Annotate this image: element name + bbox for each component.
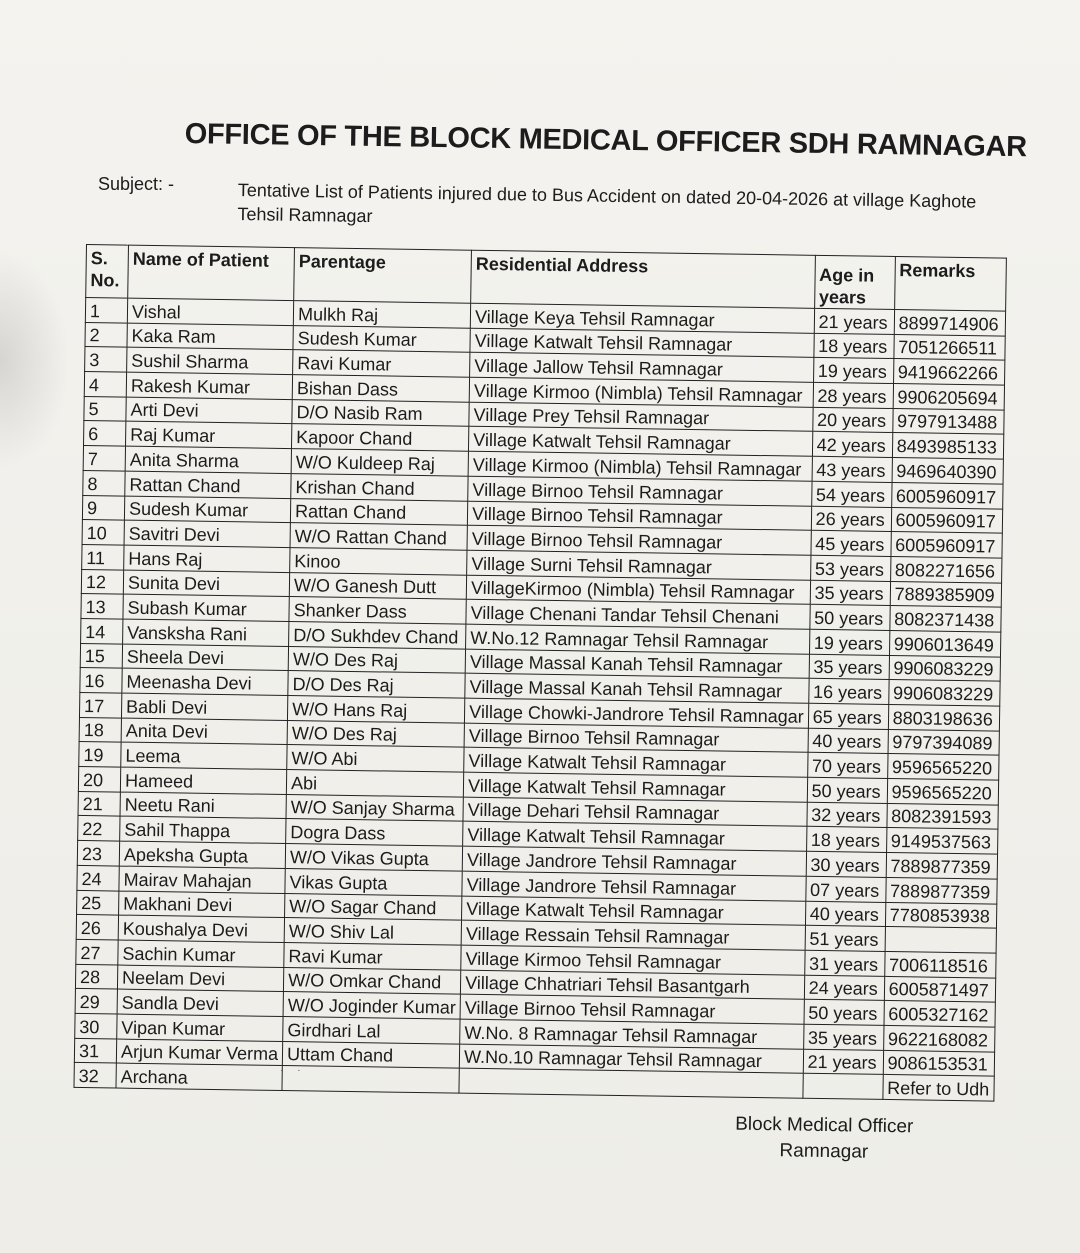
cell-sno: 11 bbox=[82, 544, 124, 569]
cell-remarks: 9596565220 bbox=[887, 754, 998, 780]
cell-remarks: 6005327162 bbox=[884, 1001, 995, 1027]
signature-block bbox=[735, 1112, 914, 1167]
cell-age: 35 years bbox=[803, 1024, 883, 1050]
cell-sno: 16 bbox=[80, 668, 122, 693]
cell-sno: 31 bbox=[74, 1038, 116, 1063]
cell-age: 70 years bbox=[807, 753, 887, 779]
cell-address: W.No.10 Ramnagar Tehsil Ramnagar bbox=[459, 1044, 803, 1074]
cell-parentage: Rattan Chand bbox=[290, 498, 467, 525]
cell-remarks: 8493985133 bbox=[892, 433, 1003, 459]
cell-name: Vansksha Rani bbox=[123, 619, 289, 646]
cell-address bbox=[459, 1068, 803, 1098]
cell-name: Anita Sharma bbox=[125, 446, 291, 473]
cell-name: Sheela Devi bbox=[122, 644, 288, 671]
cell-address: Village Katwalt Tehsil Ramnagar bbox=[470, 328, 814, 358]
cell-age: 40 years bbox=[808, 728, 888, 754]
cell-sno: 30 bbox=[75, 1013, 117, 1038]
cell-sno: 8 bbox=[83, 470, 125, 495]
cell-address: Village Kirmoo (Nimbla) Tehsil Ramnagar bbox=[468, 451, 812, 481]
cell-address: Village Katwalt Tehsil Ramnagar bbox=[464, 748, 808, 778]
cell-address: Village Jallow Tehsil Ramnagar bbox=[470, 353, 814, 383]
cell-parentage bbox=[282, 1066, 459, 1093]
header-age: Age in years bbox=[814, 255, 895, 309]
cell-address: Village Kirmoo Tehsil Ramnagar bbox=[461, 945, 805, 975]
cell-address: Village Massal Kanah Tehsil Ramnagar bbox=[465, 649, 809, 679]
header-address: Residential Address bbox=[471, 250, 815, 308]
cell-age: 21 years bbox=[803, 1049, 883, 1075]
cell-remarks: 9596565220 bbox=[887, 779, 998, 805]
cell-address: Village Massal Kanah Tehsil Ramnagar bbox=[465, 673, 809, 703]
cell-age: 50 years bbox=[810, 605, 890, 631]
subject-text: Tentative List of Patients injured due to Bus Accident on dated 20-04-2026 at village Kaghote Tehsil Ramnagar bbox=[237, 179, 977, 227]
cell-parentage: Girdhari Lal bbox=[283, 1016, 460, 1043]
cell-parentage: Mulkh Raj bbox=[293, 301, 470, 328]
cell-parentage: Shanker Dass bbox=[289, 597, 466, 624]
cell-remarks: 6005960917 bbox=[891, 507, 1002, 533]
cell-name: Leema bbox=[121, 742, 287, 769]
cell-address: Village Chowki-Jandrore Tehsil Ramnagar bbox=[465, 698, 809, 728]
cell-remarks: 8082391593 bbox=[887, 803, 998, 829]
cell-remarks: 9797394089 bbox=[888, 729, 999, 755]
cell-remarks: 6005960917 bbox=[891, 482, 1002, 508]
cell-age: 19 years bbox=[809, 629, 889, 655]
header-sno: S. No. bbox=[86, 245, 129, 299]
cell-address: Village Keya Tehsil Ramnagar bbox=[470, 303, 814, 333]
cell-parentage: W/O Abi bbox=[287, 745, 464, 772]
cell-name: Archana bbox=[116, 1063, 282, 1090]
cell-address: Village Dehari Tehsil Ramnagar bbox=[463, 797, 807, 827]
cell-age: 24 years bbox=[804, 975, 884, 1001]
header-parentage: Parentage bbox=[294, 248, 472, 304]
cell-parentage: W/O Sagar Chand bbox=[285, 893, 462, 920]
cell-address: Village Katwalt Tehsil Ramnagar bbox=[469, 427, 813, 457]
cell-sno: 32 bbox=[74, 1063, 116, 1088]
cell-remarks: 6005871497 bbox=[884, 976, 995, 1002]
cell-sno: 26 bbox=[76, 915, 118, 940]
cell-address: Village Jandrore Tehsil Ramnagar bbox=[462, 846, 806, 876]
cell-sno: 12 bbox=[81, 569, 123, 594]
header-remarks: Remarks bbox=[894, 257, 1006, 312]
cell-name: Sushil Sharma bbox=[127, 347, 293, 374]
cell-age: 32 years bbox=[807, 802, 887, 828]
cell-sno: 17 bbox=[79, 692, 121, 717]
cell-remarks: 7780853938 bbox=[885, 902, 996, 928]
cell-address: Village Ressain Tehsil Ramnagar bbox=[461, 920, 805, 950]
cell-remarks: 7889877359 bbox=[885, 877, 996, 903]
cell-name: Anita Devi bbox=[121, 718, 287, 745]
cell-sno: 25 bbox=[77, 890, 119, 915]
cell-sno: 21 bbox=[78, 791, 120, 816]
cell-age: 30 years bbox=[806, 851, 886, 877]
cell-remarks: 9906083229 bbox=[889, 655, 1000, 681]
cell-remarks: 9906013649 bbox=[889, 630, 1000, 656]
cell-age: 42 years bbox=[812, 432, 892, 458]
cell-name: Neelam Devi bbox=[117, 965, 283, 992]
cell-name: Subash Kumar bbox=[123, 594, 289, 621]
cell-address: Village Birnoo Tehsil Ramnagar bbox=[464, 723, 808, 753]
cell-remarks: 7889877359 bbox=[886, 853, 997, 879]
cell-sno: 4 bbox=[84, 372, 126, 397]
cell-age: 45 years bbox=[811, 530, 891, 556]
signature-title: Block Medical Officer bbox=[735, 1113, 914, 1138]
cell-parentage: Dogra Dass bbox=[286, 819, 463, 846]
cell-parentage: D/O Sukhdev Chand bbox=[289, 621, 466, 648]
cell-remarks: Refer to Udh bbox=[883, 1075, 994, 1101]
cell-name: Rattan Chand bbox=[125, 471, 291, 498]
cell-parentage: Kinoo bbox=[290, 547, 467, 574]
cell-sno: 13 bbox=[81, 594, 123, 619]
cell-name: Sudesh Kumar bbox=[124, 496, 290, 523]
cell-address: Village Birnoo Tehsil Ramnagar bbox=[467, 501, 811, 531]
cell-address: Village Surni Tehsil Ramnagar bbox=[467, 550, 811, 580]
cell-parentage: Ravi Kumar bbox=[284, 942, 461, 969]
cell-sno: 22 bbox=[78, 816, 120, 841]
patients-table-wrapper bbox=[73, 244, 1006, 1102]
cell-parentage: Sudesh Kumar bbox=[293, 325, 470, 352]
cell-sno: 1 bbox=[85, 298, 127, 323]
cell-sno: 6 bbox=[84, 421, 126, 446]
cell-parentage: Uttam Chand bbox=[282, 1041, 459, 1068]
cell-remarks: 9906083229 bbox=[888, 680, 999, 706]
cell-sno: 14 bbox=[81, 618, 123, 643]
cell-age: 35 years bbox=[809, 654, 889, 680]
cell-age: 43 years bbox=[812, 456, 892, 482]
cell-parentage: W/O Rattan Chand bbox=[290, 523, 467, 550]
cell-parentage: Kapoor Chand bbox=[292, 424, 469, 451]
cell-parentage: W/O Omkar Chand bbox=[283, 967, 460, 994]
cell-age: 21 years bbox=[814, 308, 894, 334]
cell-remarks: 9622168082 bbox=[883, 1025, 994, 1051]
cell-address: VillageKirmoo (Nimbla) Tehsil Ramnagar bbox=[466, 575, 810, 605]
cell-parentage: D/O Nasib Ram bbox=[292, 399, 469, 426]
cell-age: 26 years bbox=[811, 506, 891, 532]
cell-sno: 10 bbox=[82, 520, 124, 545]
cell-age: 50 years bbox=[807, 777, 887, 803]
cell-name: Meenasha Devi bbox=[122, 668, 288, 695]
cell-address: Village Kirmoo (Nimbla) Tehsil Ramnagar bbox=[469, 377, 813, 407]
cell-name: Savitri Devi bbox=[124, 520, 290, 547]
cell-name: Sahil Thappa bbox=[120, 817, 286, 844]
header-name: Name of Patient bbox=[128, 245, 295, 300]
cell-parentage: Abi bbox=[286, 770, 463, 797]
cell-age: 07 years bbox=[805, 876, 885, 902]
cell-name: Makhani Devi bbox=[119, 891, 285, 918]
cell-address: Village Birnoo Tehsil Ramnagar bbox=[460, 994, 804, 1024]
cell-address: Village Katwalt Tehsil Ramnagar bbox=[462, 896, 806, 926]
cell-sno: 20 bbox=[78, 767, 120, 792]
cell-parentage: W/O Des Raj bbox=[287, 720, 464, 747]
scan-smudge bbox=[0, 250, 70, 470]
signature-place: Ramnagar bbox=[779, 1140, 869, 1163]
cell-sno: 29 bbox=[75, 989, 117, 1014]
cell-remarks bbox=[885, 927, 996, 953]
cell-address: Village Katwalt Tehsil Ramnagar bbox=[463, 772, 807, 802]
cell-remarks: 8803198636 bbox=[888, 704, 999, 730]
cell-name: Sachin Kumar bbox=[118, 940, 284, 967]
cell-age: 50 years bbox=[804, 999, 884, 1025]
cell-age: 35 years bbox=[810, 580, 890, 606]
cell-name: Babli Devi bbox=[121, 693, 287, 720]
cell-parentage: Ravi Kumar bbox=[293, 350, 470, 377]
cell-remarks: 8082371438 bbox=[889, 606, 1000, 632]
cell-remarks: 9149537563 bbox=[886, 828, 997, 854]
cell-age: 19 years bbox=[813, 358, 893, 384]
cell-sno: 7 bbox=[83, 446, 125, 471]
cell-remarks: 7051266511 bbox=[894, 334, 1005, 360]
cell-age bbox=[803, 1074, 883, 1100]
cell-remarks: 6005960917 bbox=[891, 532, 1002, 558]
cell-remarks: 7889385909 bbox=[890, 581, 1001, 607]
cell-remarks: 8082271656 bbox=[890, 556, 1001, 582]
cell-parentage: Vikas Gupta bbox=[285, 868, 462, 895]
cell-name: Vipan Kumar bbox=[117, 1014, 283, 1041]
patients-table bbox=[73, 244, 1006, 1102]
cell-remarks: 9906205694 bbox=[893, 384, 1004, 410]
cell-address: Village Birnoo Tehsil Ramnagar bbox=[468, 476, 812, 506]
cell-age: 18 years bbox=[814, 333, 894, 359]
cell-age: 28 years bbox=[813, 382, 893, 408]
cell-name: Hameed bbox=[120, 767, 286, 794]
cell-sno: 28 bbox=[75, 964, 117, 989]
cell-remarks: 9469640390 bbox=[892, 458, 1003, 484]
cell-sno: 19 bbox=[79, 742, 121, 767]
cell-name: Koushalya Devi bbox=[118, 915, 284, 942]
cell-parentage: Krishan Chand bbox=[291, 473, 468, 500]
cell-age: 16 years bbox=[808, 679, 888, 705]
cell-remarks: 7006118516 bbox=[884, 951, 995, 977]
cell-age: 40 years bbox=[805, 901, 885, 927]
cell-name: Rakesh Kumar bbox=[126, 372, 292, 399]
cell-name: Sandla Devi bbox=[117, 989, 283, 1016]
cell-name: Apeksha Gupta bbox=[119, 841, 285, 868]
cell-name: Vishal bbox=[127, 298, 293, 325]
cell-parentage: W/O Hans Raj bbox=[288, 696, 465, 723]
cell-age: 31 years bbox=[804, 950, 884, 976]
cell-address: Village Birnoo Tehsil Ramnagar bbox=[467, 525, 811, 555]
cell-parentage: W/O Vikas Gupta bbox=[285, 844, 462, 871]
cell-name: Arti Devi bbox=[126, 397, 292, 424]
cell-age: 53 years bbox=[810, 555, 890, 581]
cell-parentage: D/O Des Raj bbox=[288, 671, 465, 698]
cell-address: Village Prey Tehsil Ramnagar bbox=[469, 402, 813, 432]
cell-address: Village Jandrore Tehsil Ramnagar bbox=[462, 871, 806, 901]
cell-sno: 2 bbox=[85, 322, 127, 347]
cell-address: W.No. 8 Ramnagar Tehsil Ramnagar bbox=[460, 1019, 804, 1049]
cell-name: Mairav Mahajan bbox=[119, 866, 285, 893]
cell-remarks: 9797913488 bbox=[892, 408, 1003, 434]
cell-sno: 3 bbox=[85, 347, 127, 372]
cell-address: W.No.12 Ramnagar Tehsil Ramnagar bbox=[466, 624, 810, 654]
cell-remarks: 8899714906 bbox=[894, 309, 1005, 335]
cell-parentage: W/O Joginder Kumar bbox=[283, 992, 460, 1019]
subject-label: Subject: - bbox=[98, 174, 175, 194]
cell-sno: 18 bbox=[79, 717, 121, 742]
cell-parentage: W/O Ganesh Dutt bbox=[289, 572, 466, 599]
cell-address: Village Chenani Tandar Tehsil Chenani bbox=[466, 599, 810, 629]
cell-name: Sunita Devi bbox=[123, 570, 289, 597]
cell-name: Neetu Rani bbox=[120, 792, 286, 819]
cell-sno: 27 bbox=[76, 939, 118, 964]
cell-age: 65 years bbox=[808, 703, 888, 729]
cell-remarks: 9419662266 bbox=[893, 359, 1004, 385]
cell-name: Raj Kumar bbox=[126, 422, 292, 449]
cell-address: Village Chhatriari Tehsil Basantgarh bbox=[461, 970, 805, 1000]
cell-name: Kaka Ram bbox=[127, 323, 293, 350]
cell-sno: 23 bbox=[77, 841, 119, 866]
scan-specks: · · bbox=[280, 1065, 301, 1076]
cell-age: 51 years bbox=[805, 925, 885, 951]
office-heading: OFFICE OF THE BLOCK MEDICAL OFFICER SDH RAMNAGAR bbox=[184, 118, 1028, 164]
cell-parentage: W/O Kuldeep Raj bbox=[291, 449, 468, 476]
cell-sno: 15 bbox=[80, 643, 122, 668]
cell-parentage: W/O Sanjay Sharma bbox=[286, 794, 463, 821]
cell-age: 20 years bbox=[812, 407, 892, 433]
cell-sno: 5 bbox=[84, 396, 126, 421]
cell-age: 18 years bbox=[806, 827, 886, 853]
cell-sno: 24 bbox=[77, 865, 119, 890]
cell-age: 54 years bbox=[811, 481, 891, 507]
cell-remarks: 9086153531 bbox=[883, 1050, 994, 1076]
cell-parentage: W/O Des Raj bbox=[288, 646, 465, 673]
cell-name: Hans Raj bbox=[124, 545, 290, 572]
cell-parentage: W/O Shiv Lal bbox=[284, 918, 461, 945]
cell-sno: 9 bbox=[82, 495, 124, 520]
cell-name: Arjun Kumar Verma bbox=[116, 1039, 282, 1066]
cell-address: Village Katwalt Tehsil Ramnagar bbox=[463, 822, 807, 852]
cell-parentage: Bishan Dass bbox=[292, 375, 469, 402]
